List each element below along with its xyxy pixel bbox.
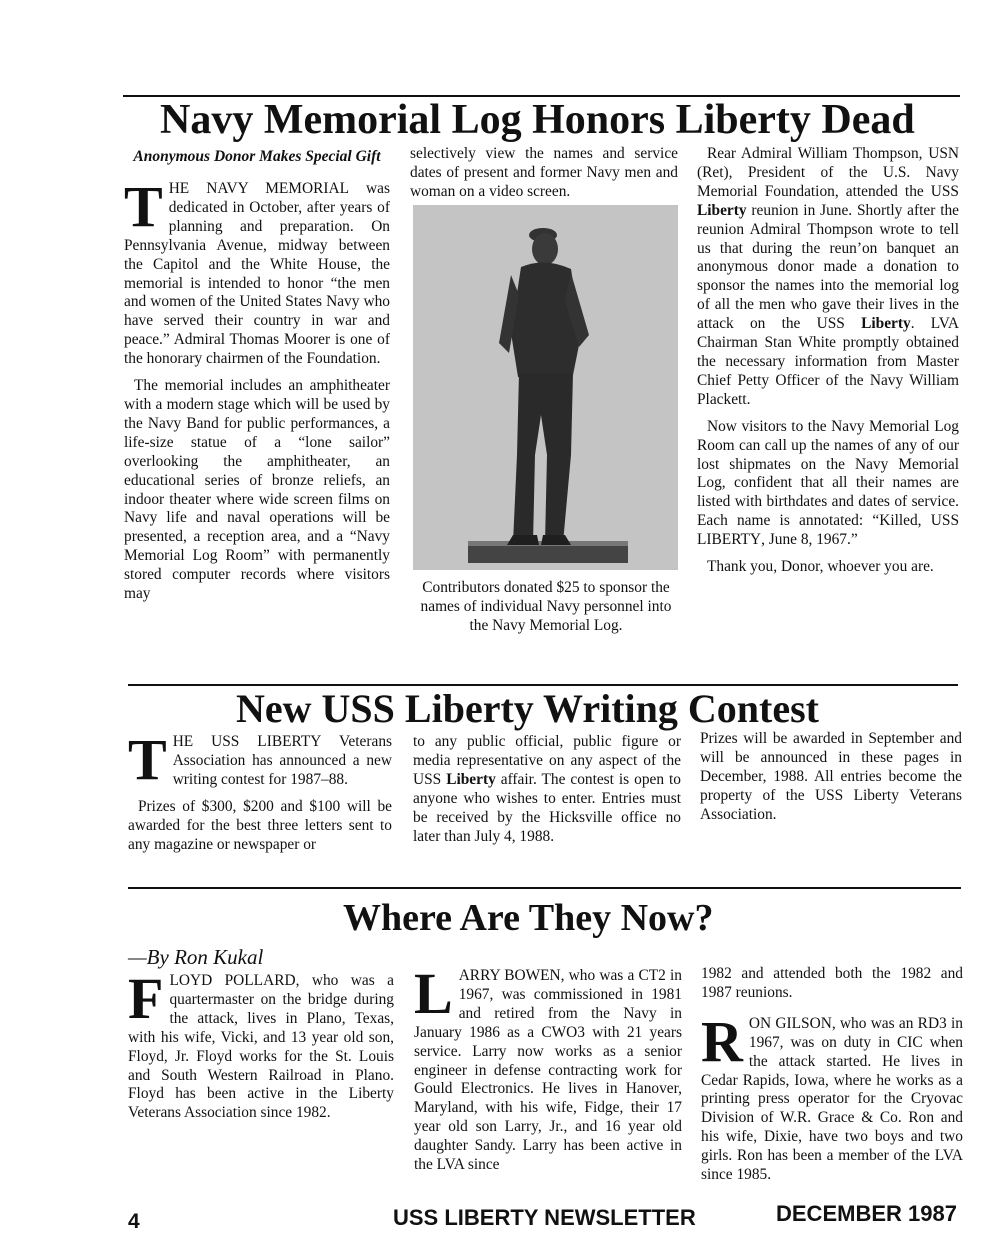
article2-paragraph-2: Prizes of $300, $200 and $100 will be awarded for the best three letters sent to any magazine or newspaper or bbox=[128, 797, 392, 853]
article1-column-3 bbox=[697, 145, 959, 585]
article1-column-3-paragraph-3: Thank you, Donor, whoever you are. bbox=[707, 558, 934, 576]
article3-column-2 bbox=[414, 961, 682, 1183]
ron-gilson-paragraph: RON GILSON, who was an RD3 in 1967, was on duty in CIC when the attack started. He lives in Cedar Rapids, Iowa, where he works as a printing press operator for the Cryovac Division of W.R. Grace & Co. Ron and his wife, Dixie, have two boys and two girls. Ron has been a member of the LVA since 1985. bbox=[701, 1008, 963, 1184]
article1-paragraph-2: The memorial includes an amphitheater with a modern stage which will be used by the Navy Band for public performances, a life-size statue of a “lone sailor” overlooking the amphitheater, an educational series of bronze reliefs, an indoor theater where wide screen films on Navy life and naval operations will be presented, a reception area, and a “Navy Memorial Log Room” with permanently stored computer records where visitors may bbox=[124, 377, 390, 603]
section-rule-3 bbox=[128, 887, 961, 889]
dropcap-t: T bbox=[124, 174, 163, 239]
article2-column-1 bbox=[128, 727, 392, 862]
article2-column-3: Prizes will be awarded in September and will be announced in these pages in December, 1988. All entries become the property of the USS Liberty Veterans Association. bbox=[700, 730, 962, 823]
article1-column-1 bbox=[124, 147, 390, 612]
article1-column-2-text: selectively view the names and service dates of present and former Navy men and woman on a video screen. bbox=[410, 145, 678, 200]
lone-sailor-statue-photo bbox=[413, 205, 678, 570]
newsletter-name: USS LIBERTY NEWSLETTER bbox=[393, 1205, 696, 1230]
article1-column-3-paragraph-2: Now visitors to the Navy Memorial Log Room can call up the names of any of our lost shipmates on the Navy Memorial Log, confident that all their names are listed with birthdates and dates of service. Each name is annotated: “Killed, USS LIBERTY, June 8, 1967.” bbox=[697, 417, 959, 549]
byline: —By Ron Kukal bbox=[128, 945, 264, 969]
photo-caption: Contributors donated $25 to sponsor the names of individual Navy personnel into the Navy Memorial Log. bbox=[420, 579, 672, 634]
article3-column-1 bbox=[128, 946, 394, 1131]
floyd-pollard-paragraph: FLOYD POLLARD, who was a quartermaster on the bridge during the attack, lives in Plano, Texas, with his wife, Vicki, and 13 year old son, Floyd, Jr. Floyd works for the St. Louis and South Western Railroad in Plano. Floyd has been active in the Liberty Veterans Association since 1982. bbox=[128, 966, 394, 1122]
headline-where-are-they-now: Where Are They Now? bbox=[343, 897, 714, 939]
issue-date: DECEMBER 1987 bbox=[776, 1201, 957, 1226]
dropcap-r: R bbox=[701, 1008, 743, 1074]
dropcap-l: L bbox=[414, 961, 453, 1026]
headline-navy-memorial: Navy Memorial Log Honors Liberty Dead bbox=[160, 97, 915, 143]
article1-column-3-paragraph-1: Rear Admiral William Thompson, USN (Ret), President of the U.S. Navy Memorial Foundation, attended the USS Liberty reunion in June. Shortly after the reunion Admiral Thompson wrote to tell us that during the reun’on banquet an anonymous donor made a donation to sponsor the names into the memorial log of all the men who gave their lives in the attack on the USS Liberty. LVA Chairman Stan White promptly obtained the necessary information from Master Chief Petty Officer of the Navy William Plackett. bbox=[697, 145, 959, 408]
article1-paragraph-1: THE NAVY MEMORIAL was dedicated in October, after years of planning and preparation. On Pennsylvania Avenue, midway between the Capitol and the White House, the memorial is intended to honor “the men and women of the United States Navy who have served their country in war and peace.” Admiral Thomas Moorer is one of the honorary chairmen of the Foundation. bbox=[124, 174, 390, 368]
article3-column-3: 1982 and attended both the 1982 and 1987 reunions. RON GILSON, who was an RD3 in 1967, was on duty in CIC when the attack started. He lives in Cedar Rapids, Iowa, where he works as a printing press operator for the Cryovac Division of W.R. Grace & Co. Ron and his wife, Dixie, have two boys and two girls. Ron has been a member of the LVA since 1985. bbox=[701, 965, 963, 1184]
lone-sailor-statue-image bbox=[413, 205, 678, 570]
dropcap-t-2: T bbox=[128, 727, 167, 792]
article2-paragraph-1: THE USS LIBERTY Veterans Association has announced a new writing contest for 1987–88. bbox=[128, 727, 392, 792]
article2-column-2: to any public official, public figure or media representative on any aspect of the USS Liberty affair. The contest is open to anyone who wishes to enter. Entries must be received by the Hicksville office no later than July 4, 1988. bbox=[413, 733, 681, 845]
page-number: 4 bbox=[128, 1210, 140, 1233]
headline-writing-contest: New USS Liberty Writing Contest bbox=[236, 686, 819, 731]
larry-bowen-paragraph: LARRY BOWEN, who was a CT2 in 1967, was commissioned in 1981 and retired from the Navy in January 1986 as a CWO3 with 21 years service. Larry now works as a senior engineer in defense contracting work for Gould Electronics. He lives in Hanover, Maryland, with his wife, Fidge, their 17 year old son Larry, Jr., and 16 year old daughter Sandy. Larry has been active in the LVA since bbox=[414, 961, 682, 1174]
article1-deck: Anonymous Donor Makes Special Gift bbox=[133, 148, 381, 165]
dropcap-f: F bbox=[128, 966, 164, 1031]
lead-in: HE NAVY MEMORIAL bbox=[168, 180, 349, 197]
article1-column-2 bbox=[410, 145, 678, 210]
